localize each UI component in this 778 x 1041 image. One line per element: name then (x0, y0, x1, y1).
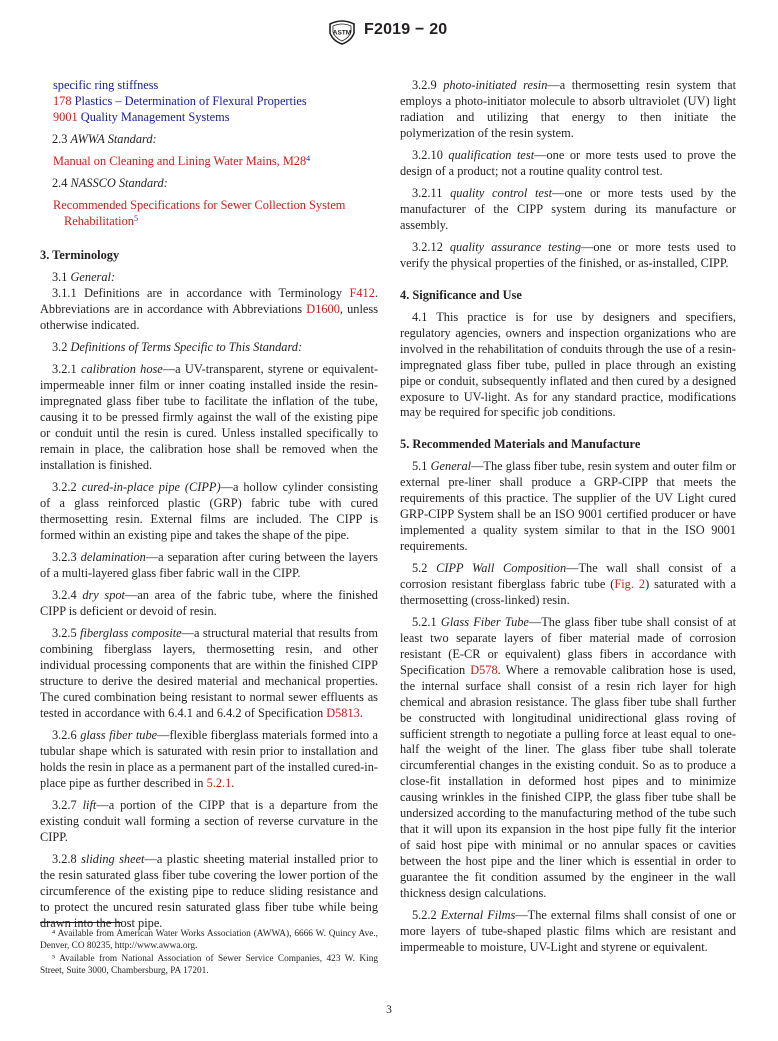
section-5-heading: 5. Recommended Materials and Manufacture (400, 437, 641, 452)
ref-9001[interactable]: 9001 Quality Management Systems (53, 109, 230, 124)
svg-text:ASTM: ASTM (332, 29, 352, 37)
para-3-2-7: 3.2.7 lift—a portion of the CIPP that is a departure from the existing conduit wall forming a section of reverse curvature in the CIPP. (40, 798, 378, 845)
ref-specific-ring-stiffness[interactable]: specific ring stiffness (53, 78, 159, 92)
para-5-2-1: 5.2.1 Glass Fiber Tube—The glass fiber tube shall consist of at least two separate layers of fiber material made of corrosion resistant (E-CR or equivalent) glass fibers in accordance with Specification D578. Where a removable calibration hose is used, the internal surface shall consist of a resin rich layer for high chemical and abrasion resistance. The glass fiber tube shall further be constructed with longitudinal unidirectional glass roving of sufficient strength to negotiate a pulling force at least equal to one-half the weight of the liner. The glass fiber tube shall tolerate circumferential changes in the existing conduit. So as to produce a close-fit installation in deformed host pipes and to minimize causing wrinkles in the finished CIPP, the glass fiber tube shall be undersized according to the manufacturing method of the tube such that it will upon its expansion in the host pipe fully fit the interior of said host pipe with minimal or no annular spaces or cavities between the host pipe and the liner which is essential in order to guarantee the fit condition assumed by the engineer in the wall thickness design calculations. (400, 615, 736, 900)
para-3-2-4: 3.2.4 dry spot—an area of the fabric tube, where the finished CIPP is deficient or devoid of resin. (40, 588, 378, 619)
para-4-1: 4.1 This practice is for use by designers and specifiers, regulatory agencies, owners and inspection organizations who are involved in the rehabilitation of conduits through the use of a resin-impregnated glass fiber tube, pulled in place through an existing pipe or conduit, subsequently inflated and then cured by a designed exposure to UV-light. As for any standard practice, modifications may be required for specific job conditions. (400, 310, 736, 420)
para-3-2-12: 3.2.12 quality assurance testing—one or more tests used to verify the physical properties of the finished, or as-installed, CIPP. (400, 240, 736, 271)
link-f412[interactable]: F412 (349, 285, 375, 300)
para-3-2-1: 3.2.1 calibration hose—a UV-transparent, styrene or equivalent-impermeable inner film or inner coating installed inside the resin-impregnated glass fiber tube to facilitate the inflation of the tube, causing it to be pressed firmly against the wall of the existing pipe or conduit until the resin is cured. Unless installed specifically to remain in place, the calibration hose shall be removed when the installation is finished. (40, 362, 379, 472)
footnote-5: ⁵ Available from National Association of Sewer Service Companies, 423 W. King Street, Suite 3000, Chambersburg, PA 17201. (40, 953, 378, 976)
section-4-heading: 4. Significance and Use (400, 288, 522, 303)
para-3-2-2: 3.2.2 cured-in-place pipe (CIPP)—a hollow cylinder consisting of a glass reinforced plastic (GRP) fabric tube with cured thermosetting resin. External films are included. The CIPP is formed within an existing pipe and takes the shape of the pipe. (40, 479, 378, 542)
para-3-1-1: 3.1.1 Definitions are in accordance with Terminology F412. Abbreviations are in accordance with Abbreviations D1600, unless otherwise indicated. (40, 285, 378, 332)
standard-designation: F2019 − 20 (364, 21, 448, 38)
para-3-2-8: 3.2.8 sliding sheet—a plastic sheeting material installed prior to the resin saturated glass fiber tube covering the lower portion of the circumference of the existing pipe to reduce sliding resistance and to protect the uncured resin saturated glass fiber tube while being drawn into the host pipe. (40, 852, 378, 930)
page-header (0, 12, 778, 52)
para-3-2-3: 3.2.3 delamination—a separation after curing between the layers of a multi-layered glass fiber fabric wall in the CIPP. (40, 550, 378, 580)
section-3-heading: 3. Terminology (40, 248, 120, 263)
page-number: 3 (386, 1004, 392, 1016)
ref-nassco[interactable]: Recommended Specifications for Sewer Collection System Rehabilitation$^5$ (53, 198, 346, 229)
footnote-divider (40, 922, 122, 923)
link-fig-2[interactable]: Fig. 2 (614, 577, 646, 592)
section-2-3: 2.3 AWWA Standard: (52, 131, 157, 146)
link-d578[interactable]: D578 (470, 662, 498, 677)
para-5-2: 5.2 CIPP Wall Composition—The wall shall consist of a corrosion resistant fiberglass fabric tube (Fig. 2) saturated with a thermosetting (cross-linked) resin. (400, 561, 736, 607)
link-d5813[interactable]: D5813 (326, 705, 360, 720)
section-2-4: 2.4 NASSCO Standard: (52, 175, 168, 190)
para-5-2-2: 5.2.2 External Films—The external films shall consist of one or more layers of tube-shaped plastic films which are resistant and impermeable to moisture, UV-Light and styrene or equivalent. (400, 907, 736, 954)
footnote-4: ⁴ Available from American Water Works Association (AWWA), 6666 W. Quincy Ave., Denver, CO 80235, http://www.awwa.org. (40, 929, 378, 952)
para-3-2-11: 3.2.11 quality control test—one or more tests used by the manufacturer of the CIPP system during its manufacture or assembly. (400, 186, 736, 233)
para-5-1: 5.1 General—The glass fiber tube, resin system and outer film or external pre-liner shall produce a GRP-CIPP that meets the requirements of this practice. The supplier of the UV Light cured GRP-CIPP System shall be an ISO 9001 certified producer or have implemented a quality system similar to that in the ISO 9001 requirements. (400, 459, 736, 553)
link-d1600[interactable]: D1600 (306, 301, 340, 316)
footnote-ref-4[interactable]: 4 (306, 154, 311, 164)
astm-logo-icon (327, 19, 357, 45)
para-3-2-10: 3.2.10 qualification test—one or more tests used to prove the design of a product; not a routine quality control test. (400, 148, 736, 178)
left-column (40, 78, 378, 938)
ref-awwa-m28[interactable]: Manual on Cleaning and Lining Water Mains, $M28^4$ (53, 154, 311, 169)
ref-178[interactable]: 178 Plastics – Determination of Flexural Properties (53, 93, 307, 108)
para-3-2-5: 3.2.5 fiberglass composite—a structural material that results from combining fiberglass layers, thermosetting resin, and other individual processing components that are within the finished CIPP structure to derive the desired material and mechanical properties. The cured combination being resistant to normal sewer effluents as tested in accordance with 6.4.1 and 6.4.2 of Specification D5813. (40, 626, 378, 720)
footnote-ref-5[interactable]: 5 (133, 214, 138, 224)
para-3-2-6: 3.2.6 glass fiber tube—flexible fiberglass materials formed into a tubular shape which is saturated with resin prior to installation and holds the resin in place as a permanent part of the installed cured-in-place pipe as further described in 5.2.1. (40, 728, 378, 790)
para-3-2: 3.2 Definitions of Terms Specific to This Standard: (52, 339, 303, 354)
link-5-2-1[interactable]: 5.2.1 (206, 775, 232, 790)
para-3-2-9: 3.2.9 photo-initiated resin—a thermosetting resin system that employs a photo-initiator molecule to absorb ultraviolet (UV) light radiation and utilizing that energy to then initiate the polymerization of the resin system. (400, 78, 737, 140)
para-3-1: 3.1 General: (52, 269, 116, 284)
right-column (400, 78, 736, 962)
footnotes (40, 928, 378, 977)
